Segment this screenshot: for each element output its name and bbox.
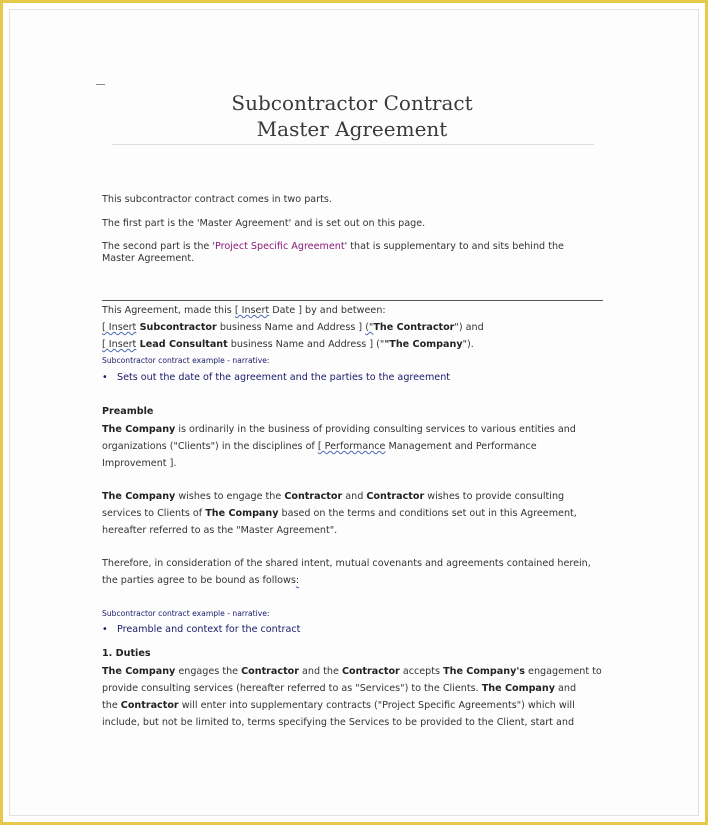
document-title-line1: Subcontractor Contract xyxy=(231,91,473,115)
document-title-line2: Master Agreement xyxy=(256,117,448,141)
narrative-label-2: Subcontractor contract example - narrative: xyxy=(102,609,270,618)
duties-line-2: provide consulting services (hereafter referred to as "Services") to the Clients. The Company and xyxy=(102,683,577,694)
section-divider xyxy=(102,300,603,301)
duties-line-3: the Contractor will enter into supplementary contracts ("Project Specific Agreements") which will xyxy=(102,700,575,711)
project-specific-agreement-link[interactable]: Project Specific Agreement xyxy=(215,241,345,252)
duties-line-4: include, but not be limited to, terms specifying the Services to be provided to the Client, start and xyxy=(102,717,575,728)
preamble-p3-line-2: the parties agree to be bound as follows: xyxy=(102,575,300,586)
agreement-line-2: [ Insert Subcontractor business Name and Address ] ("The Contractor") and xyxy=(102,322,484,333)
narrative-bullet-1: • Sets out the date of the agreement and the parties to the agreement xyxy=(102,372,451,383)
preamble-p2-line-2: services to Clients of The Company based on the terms and conditions set out in this Agreement, xyxy=(102,508,577,519)
intro-line-2: The first part is the 'Master Agreement' and is set out on this page. xyxy=(102,218,426,229)
agreement-line-3: [ Insert Lead Consultant business Name and Address ] (""The Company"). xyxy=(102,339,474,350)
preamble-p2-line-3: hereafter referred to as the "Master Agreement". xyxy=(102,525,338,536)
preamble-p2-line-1: The Company wishes to engage the Contractor and Contractor wishes to provide consulting xyxy=(102,491,565,502)
preamble-p1-line-2: organizations ("Clients") in the disciplines of [ Performance Management and Performance xyxy=(102,441,537,452)
bullet-icon: • xyxy=(102,372,108,383)
intro-line-3: The second part is the 'Project Specific Agreement' that is supplementary to and sits behind the xyxy=(102,241,564,252)
intro-line-3b: Master Agreement. xyxy=(102,253,195,264)
bullet-icon: • xyxy=(102,624,108,635)
duties-line-1: The Company engages the Contractor and the Contractor accepts The Company's engagement to xyxy=(102,666,602,677)
header-mark xyxy=(96,84,105,85)
duties-heading: 1. Duties xyxy=(102,648,151,659)
title-divider xyxy=(112,144,594,145)
preamble-p1-line-1: The Company is ordinarily in the business of providing consulting services to various entities and xyxy=(102,424,576,435)
intro-line-1: This subcontractor contract comes in two parts. xyxy=(102,194,332,205)
agreement-line-1: This Agreement, made this [ Insert Date ] by and between: xyxy=(102,305,386,316)
narrative-label-1: Subcontractor contract example - narrative: xyxy=(102,356,270,365)
preamble-heading: Preamble xyxy=(102,406,154,417)
narrative-bullet-2: • Preamble and context for the contract xyxy=(102,624,301,635)
preamble-p3-line-1: Therefore, in consideration of the shared intent, mutual covenants and agreements contained herein, xyxy=(102,558,591,569)
preamble-p1-line-3: Improvement ]. xyxy=(102,458,177,469)
